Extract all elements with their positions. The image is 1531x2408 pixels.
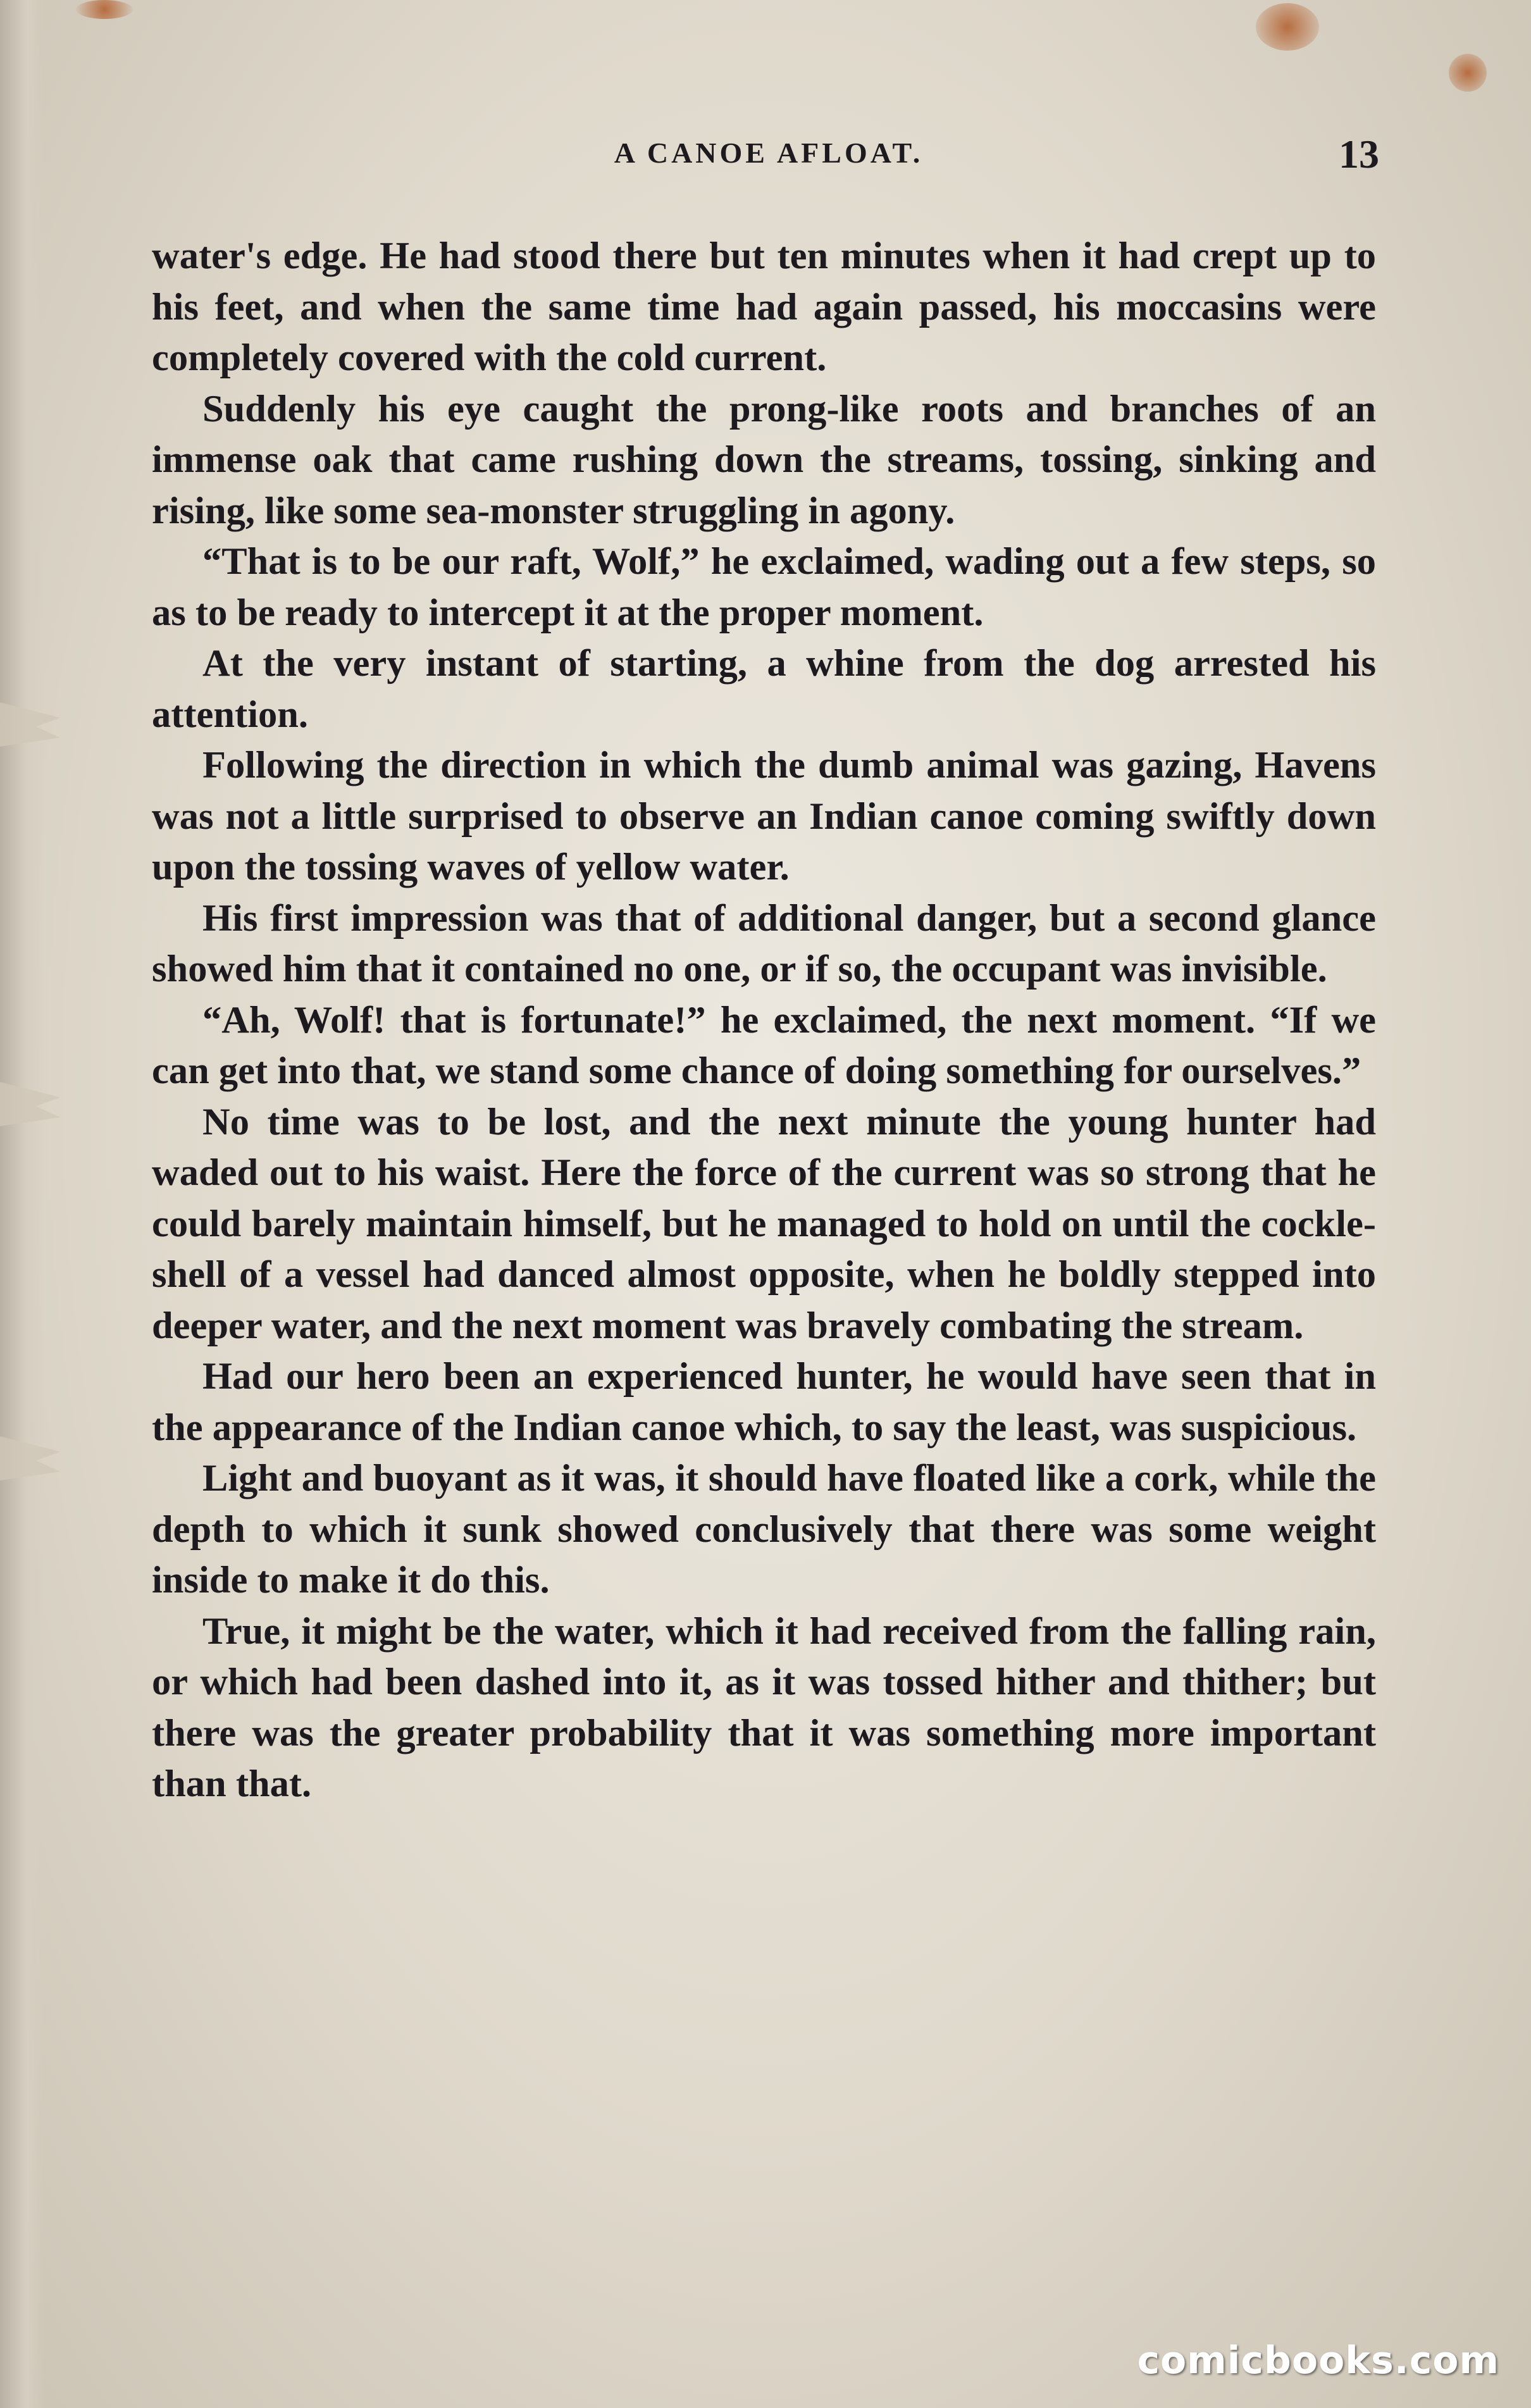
paragraph: water's edge. He had stood there but ten minutes when it had crept up to his feet, and when the same time had again passed, his moccasins were completely covered with the cold current. xyxy=(152,235,1376,379)
paragraph: True, it might be the water, which it had received from the falling rain, or which had been dashed into it, as it was tossed hither and thither; but there was the greater probability that it was something more important than that. xyxy=(152,1610,1376,1805)
running-head: A CANOE AFLOAT. xyxy=(614,137,924,169)
watermark: comicbooks.com xyxy=(1137,2338,1499,2383)
paragraph: No time was to be lost, and the next minute the young hunter had waded out to his waist. Here the force of the current was so strong that he could barely maintain himself, but he managed to hold on until the cockle-shell of a vessel had danced almost opposite, when he boldly stepped into deeper water, and the next moment was bravely combating the stream. xyxy=(152,1100,1376,1347)
rust-stain xyxy=(1449,54,1487,92)
paragraph: “Ah, Wolf! that is fortunate!” he exclaimed, the next moment. “If we can get into that, we stand some chance of doing something for ourselves.” xyxy=(152,998,1376,1092)
torn-binding-edge xyxy=(0,0,44,2408)
paragraph: Following the direction in which the dumb animal was gazing, Havens was not a little surprised to observe an Indian canoe coming swiftly down upon the tossing waves of yellow water. xyxy=(152,744,1376,888)
page-number: 13 xyxy=(1339,132,1379,177)
page-header xyxy=(158,132,1379,180)
rust-stain xyxy=(76,0,133,19)
paragraph: Light and buoyant as it was, it should have floated like a cork, while the depth to which it sunk showed conclusively that there was some weight inside to make it do this. xyxy=(152,1457,1376,1601)
paragraph: His first impression was that of additional danger, but a second glance showed him that it contained no one, or if so, the occupant was invisible. xyxy=(152,897,1376,990)
paragraph: Had our hero been an experienced hunter, he would have seen that in the appearance of the Indian canoe which, to say the least, was suspicious. xyxy=(152,1355,1376,1449)
paragraph: “That is to be our raft, Wolf,” he exclaimed, wading out a few steps, so as to be ready to intercept it at the proper moment. xyxy=(152,540,1376,634)
paragraph: At the very instant of starting, a whine from the dog arrested his attention. xyxy=(152,642,1376,736)
body-text xyxy=(152,231,1376,1810)
rust-stain xyxy=(1256,3,1319,51)
paragraph: Suddenly his eye caught the prong-like roots and branches of an immense oak that came rushing down the streams, tossing, sinking and rising, like some sea-monster struggling in agony. xyxy=(152,387,1376,532)
